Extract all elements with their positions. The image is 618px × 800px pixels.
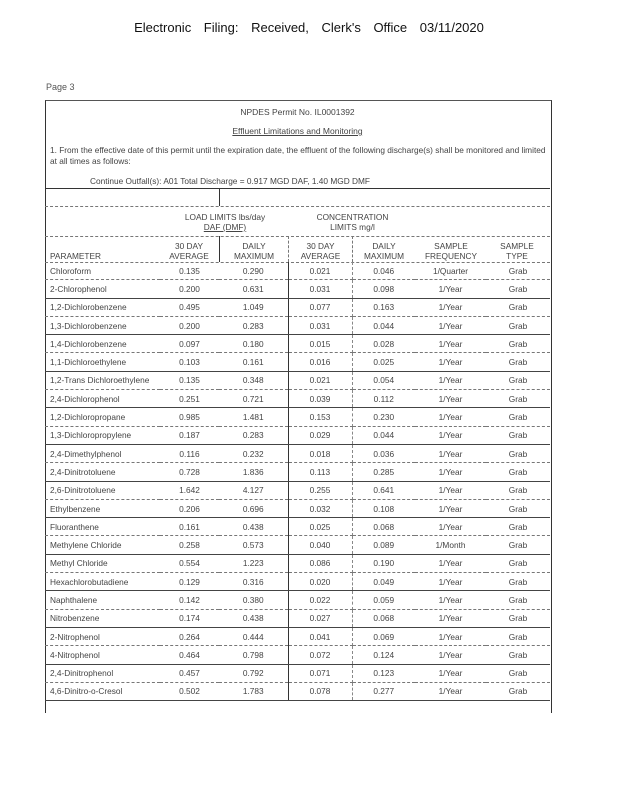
cell-load-max: 0.283 (219, 426, 288, 444)
cell-load-avg: 0.258 (160, 536, 219, 554)
cell-parameter: 1,2-Trans Dichloroethylene (45, 371, 160, 389)
col-load-avg-line1: 30 DAY (175, 241, 203, 251)
cell-load-max: 4.127 (219, 481, 288, 499)
cell-parameter: 1,3-Dichlorobenzene (45, 316, 160, 334)
cell-load-avg: 0.251 (160, 390, 219, 408)
table-row (45, 353, 550, 371)
cell-load-max: 0.792 (219, 664, 288, 682)
cell-conc-max: 0.028 (352, 335, 415, 353)
cell-type: Grab (486, 554, 550, 572)
cell-parameter: 1,2-Dichloropropane (45, 408, 160, 426)
cell-conc-avg: 0.086 (288, 554, 352, 572)
cell-load-avg: 0.200 (160, 280, 219, 298)
cell-type: Grab (486, 627, 550, 645)
cell-type: Grab (486, 573, 550, 591)
cell-type: Grab (486, 518, 550, 536)
cell-type: Grab (486, 316, 550, 334)
cell-parameter: 2,6-Dinitrotoluene (45, 481, 160, 499)
cell-parameter: 2-Chlorophenol (45, 280, 160, 298)
cell-load-max: 0.290 (219, 262, 288, 280)
cell-load-max: 0.380 (219, 591, 288, 609)
cell-load-max: 0.696 (219, 499, 288, 517)
cell-load-max: 1.481 (219, 408, 288, 426)
cell-load-max: 1.783 (219, 682, 288, 700)
cell-parameter: Chloroform (45, 262, 160, 280)
cell-conc-max: 0.025 (352, 353, 415, 371)
cell-frequency: 1/Year (415, 627, 486, 645)
cell-load-avg: 0.103 (160, 353, 219, 371)
cell-conc-avg: 0.040 (288, 536, 352, 554)
cell-frequency: 1/Year (415, 481, 486, 499)
cell-load-max: 0.721 (219, 390, 288, 408)
filing-stamp: Electronic Filing: Received, Clerk's Office 03/11/2020 (134, 20, 484, 35)
cell-conc-max: 0.641 (352, 481, 415, 499)
cell-parameter: Methyl Chloride (45, 554, 160, 572)
col-type-line1: SAMPLE (500, 241, 534, 251)
col-load-avg-line2: AVERAGE (169, 251, 209, 261)
table-row (45, 591, 550, 609)
cell-frequency: 1/Year (415, 554, 486, 572)
effluent-limits-table (45, 262, 550, 701)
col-type (487, 241, 547, 261)
cell-frequency: 1/Year (415, 444, 486, 462)
cell-conc-avg: 0.041 (288, 627, 352, 645)
cell-frequency: 1/Year (415, 426, 486, 444)
cell-type: Grab (486, 499, 550, 517)
cell-load-max: 0.438 (219, 609, 288, 627)
cell-conc-max: 0.230 (352, 408, 415, 426)
divider (45, 236, 550, 237)
table-row (45, 664, 550, 682)
col-load-max-line1: DAILY (242, 241, 266, 251)
cell-frequency: 1/Year (415, 335, 486, 353)
cell-conc-avg: 0.025 (288, 518, 352, 536)
cell-conc-max: 0.049 (352, 573, 415, 591)
cell-conc-max: 0.163 (352, 298, 415, 316)
cell-frequency: 1/Year (415, 298, 486, 316)
cell-load-avg: 0.728 (160, 463, 219, 481)
cell-frequency: 1/Year (415, 664, 486, 682)
cell-conc-avg: 0.039 (288, 390, 352, 408)
cell-type: Grab (486, 426, 550, 444)
cell-conc-max: 0.046 (352, 262, 415, 280)
cell-load-max: 0.283 (219, 316, 288, 334)
cell-conc-avg: 0.027 (288, 609, 352, 627)
cell-load-avg: 0.116 (160, 444, 219, 462)
table-row (45, 335, 550, 353)
cell-type: Grab (486, 371, 550, 389)
cell-load-avg: 0.129 (160, 573, 219, 591)
cell-frequency: 1/Year (415, 316, 486, 334)
cell-load-avg: 0.174 (160, 609, 219, 627)
cell-frequency: 1/Year (415, 609, 486, 627)
cell-conc-avg: 0.029 (288, 426, 352, 444)
col-conc-avg-line1: 30 DAY (306, 241, 335, 251)
load-limits-sublabel: DAF (DMF) (203, 222, 247, 232)
cell-load-avg: 0.200 (160, 316, 219, 334)
cell-conc-max: 0.108 (352, 499, 415, 517)
cell-conc-max: 0.059 (352, 591, 415, 609)
cell-load-avg: 0.097 (160, 335, 219, 353)
cell-frequency: 1/Month (415, 536, 486, 554)
cell-type: Grab (486, 335, 550, 353)
cell-load-max: 0.316 (219, 573, 288, 591)
table-row (45, 682, 550, 700)
cell-frequency: 1/Year (415, 518, 486, 536)
cell-load-max: 0.232 (219, 444, 288, 462)
cell-type: Grab (486, 682, 550, 700)
cell-parameter: Methylene Chloride (45, 536, 160, 554)
cell-type: Grab (486, 664, 550, 682)
table-row (45, 518, 550, 536)
cell-parameter: Hexachlorobutadiene (45, 573, 160, 591)
cell-load-avg: 0.135 (160, 371, 219, 389)
cell-conc-max: 0.098 (352, 280, 415, 298)
cell-conc-max: 0.068 (352, 518, 415, 536)
cell-load-avg: 0.495 (160, 298, 219, 316)
section-title: Effluent Limitations and Monitoring (232, 126, 363, 136)
cell-parameter: 2,4-Dinitrotoluene (45, 463, 160, 481)
concentration-limits-header (290, 212, 415, 232)
cell-type: Grab (486, 646, 550, 664)
cell-load-max: 1.223 (219, 554, 288, 572)
cell-parameter: 4,6-Dinitro-o-Cresol (45, 682, 160, 700)
cell-conc-avg: 0.113 (288, 463, 352, 481)
cell-conc-avg: 0.071 (288, 664, 352, 682)
cell-load-max: 0.438 (219, 518, 288, 536)
cell-frequency: 1/Year (415, 573, 486, 591)
cell-conc-avg: 0.032 (288, 499, 352, 517)
cell-conc-max: 0.044 (352, 426, 415, 444)
cell-conc-avg: 0.021 (288, 371, 352, 389)
table-row (45, 463, 550, 481)
col-type-line2: TYPE (506, 251, 528, 261)
cell-parameter: Fluoranthene (45, 518, 160, 536)
table-row (45, 262, 550, 280)
cell-load-avg: 0.187 (160, 426, 219, 444)
cell-type: Grab (486, 298, 550, 316)
col-frequency-line1: SAMPLE (434, 241, 468, 251)
cell-parameter: 2-Nitrophenol (45, 627, 160, 645)
cell-conc-avg: 0.015 (288, 335, 352, 353)
table-row (45, 573, 550, 591)
cell-load-avg: 0.985 (160, 408, 219, 426)
cell-conc-max: 0.123 (352, 664, 415, 682)
cell-type: Grab (486, 536, 550, 554)
divider (45, 188, 550, 189)
cell-load-max: 0.348 (219, 371, 288, 389)
cell-type: Grab (486, 481, 550, 499)
load-limits-label: LOAD LIMITS lbs/day (184, 212, 266, 222)
load-limits-header (160, 212, 290, 232)
cell-load-avg: 0.206 (160, 499, 219, 517)
cell-conc-avg: 0.031 (288, 280, 352, 298)
cell-conc-avg: 0.021 (288, 262, 352, 280)
cell-load-max: 1.836 (219, 463, 288, 481)
cell-load-max: 0.798 (219, 646, 288, 664)
cell-load-avg: 0.554 (160, 554, 219, 572)
cell-load-max: 0.631 (219, 280, 288, 298)
cell-type: Grab (486, 408, 550, 426)
table-row (45, 554, 550, 572)
table-row (45, 426, 550, 444)
cell-conc-avg: 0.016 (288, 353, 352, 371)
concentration-label: CONCENTRATION (316, 212, 389, 222)
cell-type: Grab (486, 353, 550, 371)
cell-conc-avg: 0.078 (288, 682, 352, 700)
table-row (45, 298, 550, 316)
divider (45, 206, 550, 207)
cell-load-avg: 0.142 (160, 591, 219, 609)
cell-frequency: 1/Year (415, 682, 486, 700)
cell-conc-max: 0.285 (352, 463, 415, 481)
cell-frequency: 1/Year (415, 646, 486, 664)
cell-parameter: 2,4-Dinitrophenol (45, 664, 160, 682)
table-row (45, 536, 550, 554)
cell-load-avg: 1.642 (160, 481, 219, 499)
cell-conc-avg: 0.072 (288, 646, 352, 664)
table-row (45, 371, 550, 389)
cell-type: Grab (486, 609, 550, 627)
col-conc-max (353, 241, 415, 261)
cell-conc-max: 0.069 (352, 627, 415, 645)
cell-conc-max: 0.124 (352, 646, 415, 664)
cell-conc-max: 0.190 (352, 554, 415, 572)
intro-paragraph: 1. From the effective date of this permit until the expiration date, the effluent of the following discharge(s) shall be monitored and limited at all times as follows: (50, 145, 546, 166)
table-row (45, 499, 550, 517)
cell-type: Grab (486, 444, 550, 462)
col-load-max-line2: MAXIMUM (233, 251, 275, 261)
table-row (45, 390, 550, 408)
cell-conc-max: 0.054 (352, 371, 415, 389)
col-conc-avg-line2: AVERAGE (300, 251, 341, 261)
col-conc-max-line1: DAILY (372, 241, 396, 251)
cell-parameter: Ethylbenzene (45, 499, 160, 517)
col-conc-max-line2: MAXIMUM (363, 251, 405, 261)
cell-type: Grab (486, 280, 550, 298)
cell-parameter: Nitrobenzene (45, 609, 160, 627)
cell-frequency: 1/Year (415, 463, 486, 481)
cell-parameter: Naphthalene (45, 591, 160, 609)
cell-parameter: 1,3-Dichloropropylene (45, 426, 160, 444)
table-row (45, 444, 550, 462)
cell-frequency: 1/Year (415, 353, 486, 371)
cell-load-avg: 0.264 (160, 627, 219, 645)
cell-conc-avg: 0.020 (288, 573, 352, 591)
col-load-max (220, 241, 288, 261)
cell-conc-avg: 0.077 (288, 298, 352, 316)
divider (219, 188, 220, 206)
cell-frequency: 1/Quarter (415, 262, 486, 280)
cell-conc-avg: 0.255 (288, 481, 352, 499)
col-load-avg (160, 241, 218, 261)
cell-parameter: 1,2-Dichlorobenzene (45, 298, 160, 316)
table-row (45, 280, 550, 298)
cell-conc-max: 0.068 (352, 609, 415, 627)
cell-conc-max: 0.277 (352, 682, 415, 700)
cell-type: Grab (486, 591, 550, 609)
cell-conc-max: 0.112 (352, 390, 415, 408)
table-row (45, 408, 550, 426)
cell-load-max: 0.444 (219, 627, 288, 645)
permit-title: NPDES Permit No. IL0001392 (240, 107, 355, 117)
concentration-sublabel: LIMITS mg/l (330, 222, 375, 232)
page-number: Page 3 (46, 82, 75, 92)
cell-conc-max: 0.089 (352, 536, 415, 554)
cell-conc-avg: 0.031 (288, 316, 352, 334)
col-frequency (416, 241, 486, 261)
cell-load-avg: 0.457 (160, 664, 219, 682)
table-row (45, 646, 550, 664)
cell-load-max: 0.573 (219, 536, 288, 554)
cell-type: Grab (486, 262, 550, 280)
cell-type: Grab (486, 390, 550, 408)
cell-parameter: 1,4-Dichlorobenzene (45, 335, 160, 353)
cell-conc-avg: 0.153 (288, 408, 352, 426)
cell-load-avg: 0.502 (160, 682, 219, 700)
cell-frequency: 1/Year (415, 591, 486, 609)
cell-load-max: 1.049 (219, 298, 288, 316)
cell-load-avg: 0.464 (160, 646, 219, 664)
cell-conc-max: 0.036 (352, 444, 415, 462)
table-row (45, 316, 550, 334)
cell-parameter: 4-Nitrophenol (45, 646, 160, 664)
cell-frequency: 1/Year (415, 371, 486, 389)
cell-frequency: 1/Year (415, 499, 486, 517)
cell-load-max: 0.161 (219, 353, 288, 371)
cell-parameter: 2,4-Dimethylphenol (45, 444, 160, 462)
cell-conc-avg: 0.018 (288, 444, 352, 462)
cell-conc-max: 0.044 (352, 316, 415, 334)
cell-load-avg: 0.161 (160, 518, 219, 536)
table-row (45, 609, 550, 627)
cell-parameter: 1,1-Dichloroethylene (45, 353, 160, 371)
cell-frequency: 1/Year (415, 390, 486, 408)
cell-frequency: 1/Year (415, 408, 486, 426)
table-row (45, 481, 550, 499)
table-row (45, 627, 550, 645)
cell-load-max: 0.180 (219, 335, 288, 353)
outfall-description: Continue Outfall(s): A01 Total Discharge = 0.917 MGD DAF, 1.40 MGD DMF (90, 176, 370, 186)
cell-frequency: 1/Year (415, 280, 486, 298)
col-conc-avg (289, 241, 352, 261)
col-frequency-line2: FREQUENCY (424, 251, 478, 261)
col-parameter: PARAMETER (50, 251, 102, 261)
cell-parameter: 2,4-Dichlorophenol (45, 390, 160, 408)
cell-type: Grab (486, 463, 550, 481)
cell-load-avg: 0.135 (160, 262, 219, 280)
cell-conc-avg: 0.022 (288, 591, 352, 609)
